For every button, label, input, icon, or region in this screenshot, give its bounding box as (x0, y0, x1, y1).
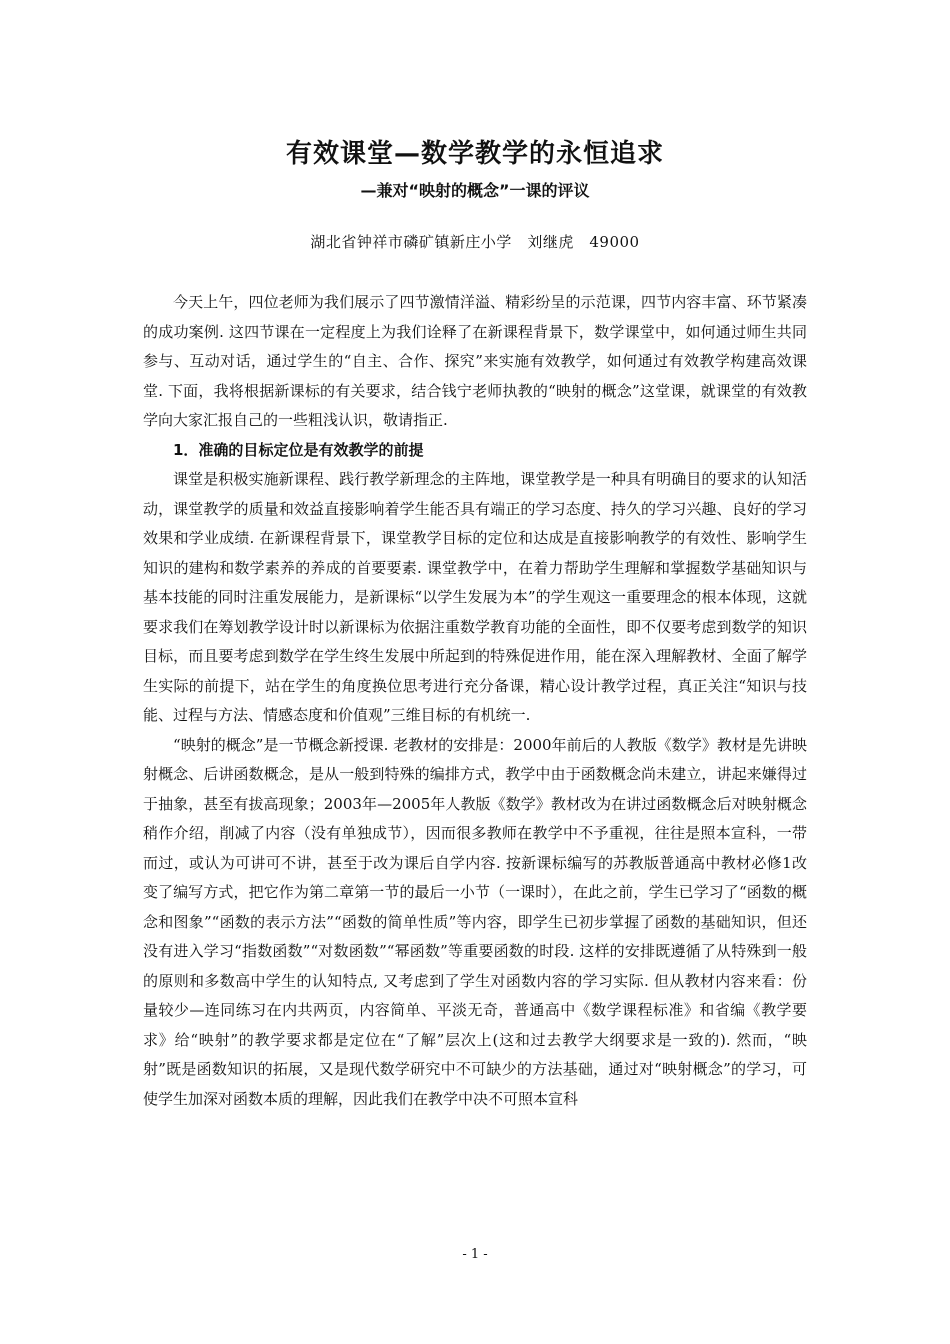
paragraph-mapping-concept: “映射的概念”是一节概念新授课. 老教材的安排是：2000年前后的人教版《数学》教材是先讲映射概念、后讲函数概念，是从一般到特殊的编排方式，教学中由于函数概念尚未建立，讲起来嫌得过于抽象，甚至有拔高现象；2003年—2005年人教版《数学》教材改为在讲过函数概念后对映射概念稍作介绍，削减了内容（没有单独成节），因而很多教师在教学中不予重视，往往是照本宣科，一带而过，或认为可讲可不讲，甚至于改为课后自学内容. 按新课标编写的苏教版普通高中教材必修1改变了编写方式，把它作为第二章第一节的最后一小节（一课时），在此之前，学生已学习了“函数的概念和图象”“函数的表示方法”“函数的简单性质”等内容，即学生已初步掌握了函数的基础知识，但还没有进入学习“指数函数”“对数函数”“幂函数”等重要函数的时段. 这样的安排既遵循了从特殊到一般的原则和多数高中学生的认知特点, 又考虑到了学生对函数内容的学习实际. 但从教材内容来看：份量较少—连同练习在内共两页，内容简单、平淡无奇，普通高中《数学课程标准》和省编《教学要求》给“映射”的教学要求都是定位在“了解”层次上(这和过去教学大纲要求是一致的). 然而，“映射”既是函数知识的拓展，又是现代数学研究中不可缺少的方法基础，通过对“映射概念”的学习，可使学生加深对函数本质的理解，因此我们在教学中决不可照本宣科 (143, 735, 807, 1108)
paragraph-intro: 今天上午，四位老师为我们展示了四节激情洋溢、精彩纷呈的示范课，四节内容丰富、环节紧凑的成功案例. 这四节课在一定程度上为我们诠释了在新课程背景下，数学课堂中，如何通过师生共同参与、互动对话，通过学生的“自主、合作、探究”来实施有效教学，如何通过有效教学构建高效课堂. 下面，我将根据新课标的有关要求，结合钱宁老师执教的“映射的概念”这堂课，就课堂的有效教学向大家汇报自己的一些粗浅认识，敬请指正. (143, 293, 807, 429)
author-line: 湖北省钟祥市磷矿镇新庄小学 刘继虎 49000 (310, 233, 640, 251)
document-body (143, 288, 807, 1114)
paragraph-section-1: 课堂是积极实施新课程、践行教学新理念的主阵地，课堂教学是一种具有明确目的要求的认知活动，课堂教学的质量和效益直接影响着学生能否具有端正的学习态度、持久的学习兴趣、良好的学习效果和学业成绩. 在新课程背景下，课堂教学目标的定位和达成是直接影响教学的有效性、影响学生知识的建构和数学素养的养成的首要要素. 课堂教学中，在着力帮助学生理解和掌握数学基础知识与基本技能的同时注重发展能力，是新课标“以学生发展为本”的学生观这一重要理念的根本体现，这就要求我们在筹划教学设计时以新课标为依据注重数学教育功能的全面性，即不仅要考虑到数学的知识目标，而且要考虑到数学在学生终生发展中所起到的特殊促进作用，能在深入理解教材、全面了解学生实际的前提下，站在学生的角度换位思考进行充分备课，精心设计教学过程，真正关注“知识与技能、过程与方法、情感态度和价值观”三维目标的有机统一. (143, 470, 807, 724)
page-subtitle: —兼对“映射的概念”一课的评议 (360, 181, 590, 200)
section-heading-1: 1．准确的目标定位是有效教学的前提 (173, 440, 424, 459)
page-number: - 1 - (462, 1247, 488, 1262)
page-title: 有效课堂—数学教学的永恒追求 (285, 139, 664, 169)
